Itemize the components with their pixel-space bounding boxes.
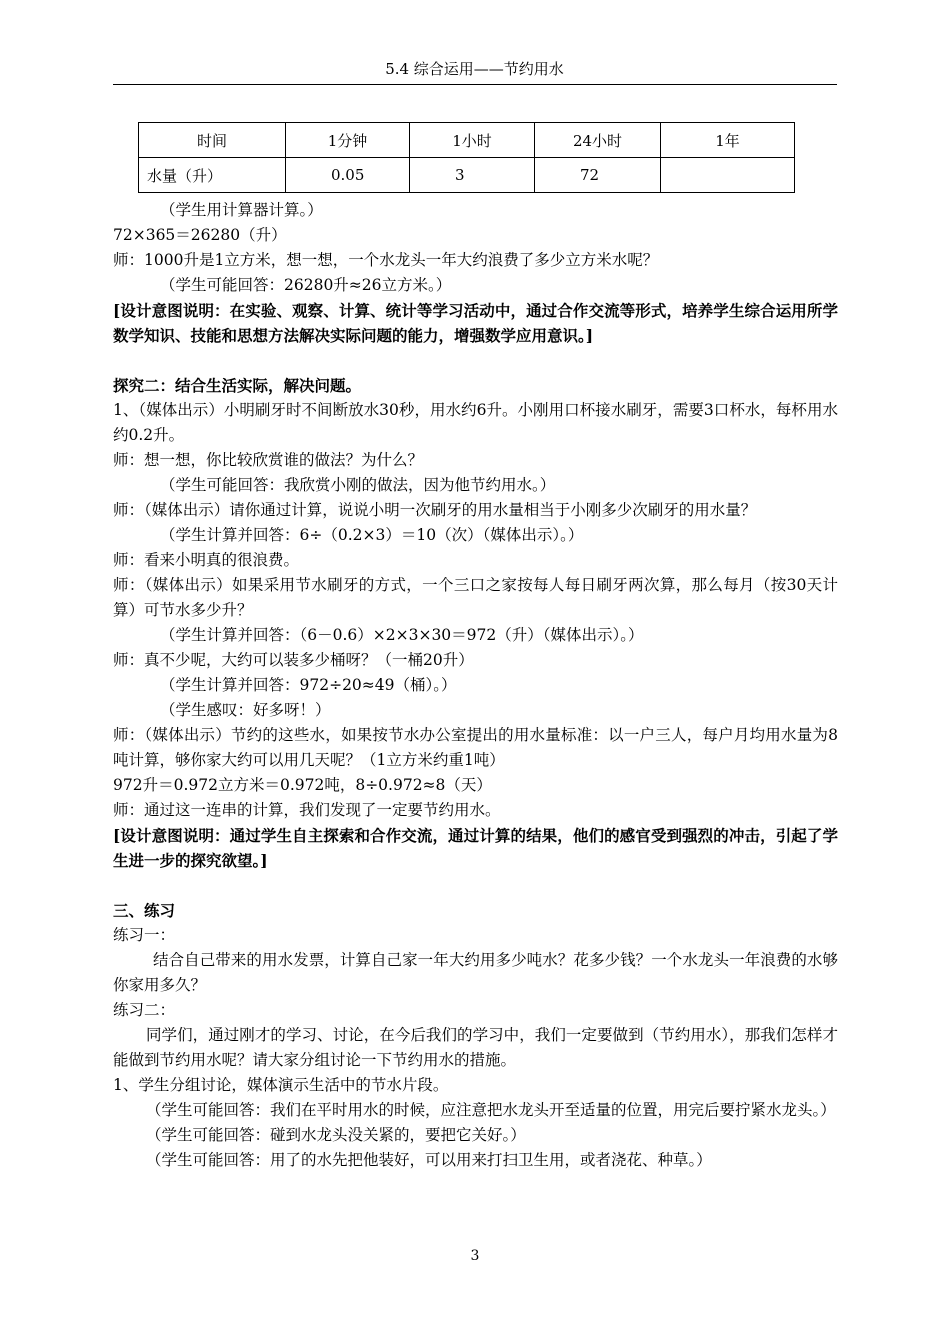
table-cell: 3 xyxy=(410,158,535,193)
paragraph: （学生可能回答：我欣赏小刚的做法，因为他节约用水。） xyxy=(160,476,556,494)
table-header-cell: 1年 xyxy=(661,123,795,158)
water-usage-table xyxy=(138,122,795,193)
paragraph: 师：（媒体出示）节约的这些水，如果按节水办公室提出的用水量标准：以一户三人，每户月均用水量为8吨计算，够你家大约可以用几天呢？（1立方米约重1吨） xyxy=(113,726,838,769)
table-row xyxy=(139,158,795,193)
paragraph: 师：想一想，你比较欣赏谁的做法？为什么？ xyxy=(113,451,424,469)
table-cell xyxy=(661,158,795,193)
paragraph: 师：（媒体出示）如果采用节水刷牙的方式，一个三口之家按每人每日刷牙两次算，那么每月（按30天计算）可节水多少升？ xyxy=(113,576,838,619)
paragraph: 1、（媒体出示）小明刷牙时不间断放水30秒，用水约6升。小刚用口杯接水刷牙，需要3口杯水，每杯用水约0.2升。 xyxy=(113,401,838,444)
design-intent-note: [设计意图说明：通过学生自主探索和合作交流，通过计算的结果，他们的感官受到强烈的冲击，引起了学生进一步的探究欲望。] xyxy=(113,826,838,870)
table-header-cell: 24小时 xyxy=(535,123,661,158)
document-body xyxy=(113,198,838,1173)
paragraph: （学生感叹：好多呀！） xyxy=(160,701,331,719)
paragraph: （学生计算并回答：972÷20≈49（桶）。） xyxy=(160,676,457,694)
table-cell: 0.05 xyxy=(286,158,410,193)
paragraph: （学生可能回答：26280升≈26立方米。） xyxy=(160,276,452,294)
spacer xyxy=(113,873,838,898)
table-header-cell: 时间 xyxy=(139,123,286,158)
paragraph: 同学们，通过刚才的学习、讨论，在今后我们的学习中，我们一定要做到（节约用水），那我们怎样才能做到节约用水呢？请大家分组讨论一下节约用水的措施。 xyxy=(113,1026,838,1069)
page-header-title: 5.4 综合运用——节约用水 xyxy=(385,60,564,78)
paragraph: （学生可能回答：用了的水先把他装好，可以用来打扫卫生用，或者浇花、种草。） xyxy=(146,1151,712,1169)
table-header-cell: 1分钟 xyxy=(286,123,410,158)
section-heading: 三、练习 xyxy=(113,901,176,920)
paragraph: 练习二： xyxy=(113,1001,176,1019)
table-cell: 72 xyxy=(535,158,661,193)
paragraph: 师：通过这一连串的计算，我们发现了一定要节约用水。 xyxy=(113,801,501,819)
paragraph: 师：真不少呢，大约可以装多少桶呀？（一桶20升） xyxy=(113,651,474,669)
paragraph: （学生可能回答：我们在平时用水的时候，应注意把水龙头开至适量的位置，用完后要拧紧水龙头。） xyxy=(146,1101,836,1119)
section-heading: 探究二：结合生活实际，解决问题。 xyxy=(113,376,362,395)
page-number: 3 xyxy=(470,1248,480,1264)
paragraph: 师：看来小明真的很浪费。 xyxy=(113,551,300,569)
paragraph: （学生用计算器计算。） xyxy=(160,201,323,219)
paragraph: （学生计算并回答：（6－0.6）×2×3×30＝972（升）（媒体出示）。） xyxy=(160,626,644,644)
paragraph: （学生计算并回答：6÷（0.2×3）＝10（次）（媒体出示）。） xyxy=(160,526,584,544)
paragraph: 师：（媒体出示）请你通过计算，说说小明一次刷牙的用水量相当于小刚多少次刷牙的用水量？ xyxy=(113,501,757,519)
header-divider xyxy=(113,84,837,85)
design-intent-note: [设计意图说明：在实验、观察、计算、统计等学习活动中，通过合作交流等形式，培养学生综合运用所学数学知识、技能和思想方法解决实际问题的能力，增强数学应用意识。] xyxy=(113,301,838,345)
paragraph: 972升＝0.972立方米＝0.972吨，8÷0.972≈8（天） xyxy=(113,776,492,794)
paragraph: 练习一： xyxy=(113,926,176,944)
paragraph: 72×365＝26280（升） xyxy=(113,226,287,244)
paragraph: 结合自己带来的用水发票，计算自己家一年大约用多少吨水？花多少钱？一个水龙头一年浪费的水够你家用多久？ xyxy=(113,951,838,994)
table-cell: 水量（升） xyxy=(139,158,286,193)
spacer xyxy=(113,348,838,373)
table-header-cell: 1小时 xyxy=(410,123,535,158)
paragraph: 1、学生分组讨论，媒体演示生活中的节水片段。 xyxy=(113,1076,449,1094)
paragraph: （学生可能回答：碰到水龙头没关紧的，要把它关好。） xyxy=(146,1126,526,1144)
paragraph: 师：1000升是1立方米，想一想，一个水龙头一年大约浪费了多少立方米水呢？ xyxy=(113,251,659,269)
table-header-row xyxy=(139,123,795,158)
